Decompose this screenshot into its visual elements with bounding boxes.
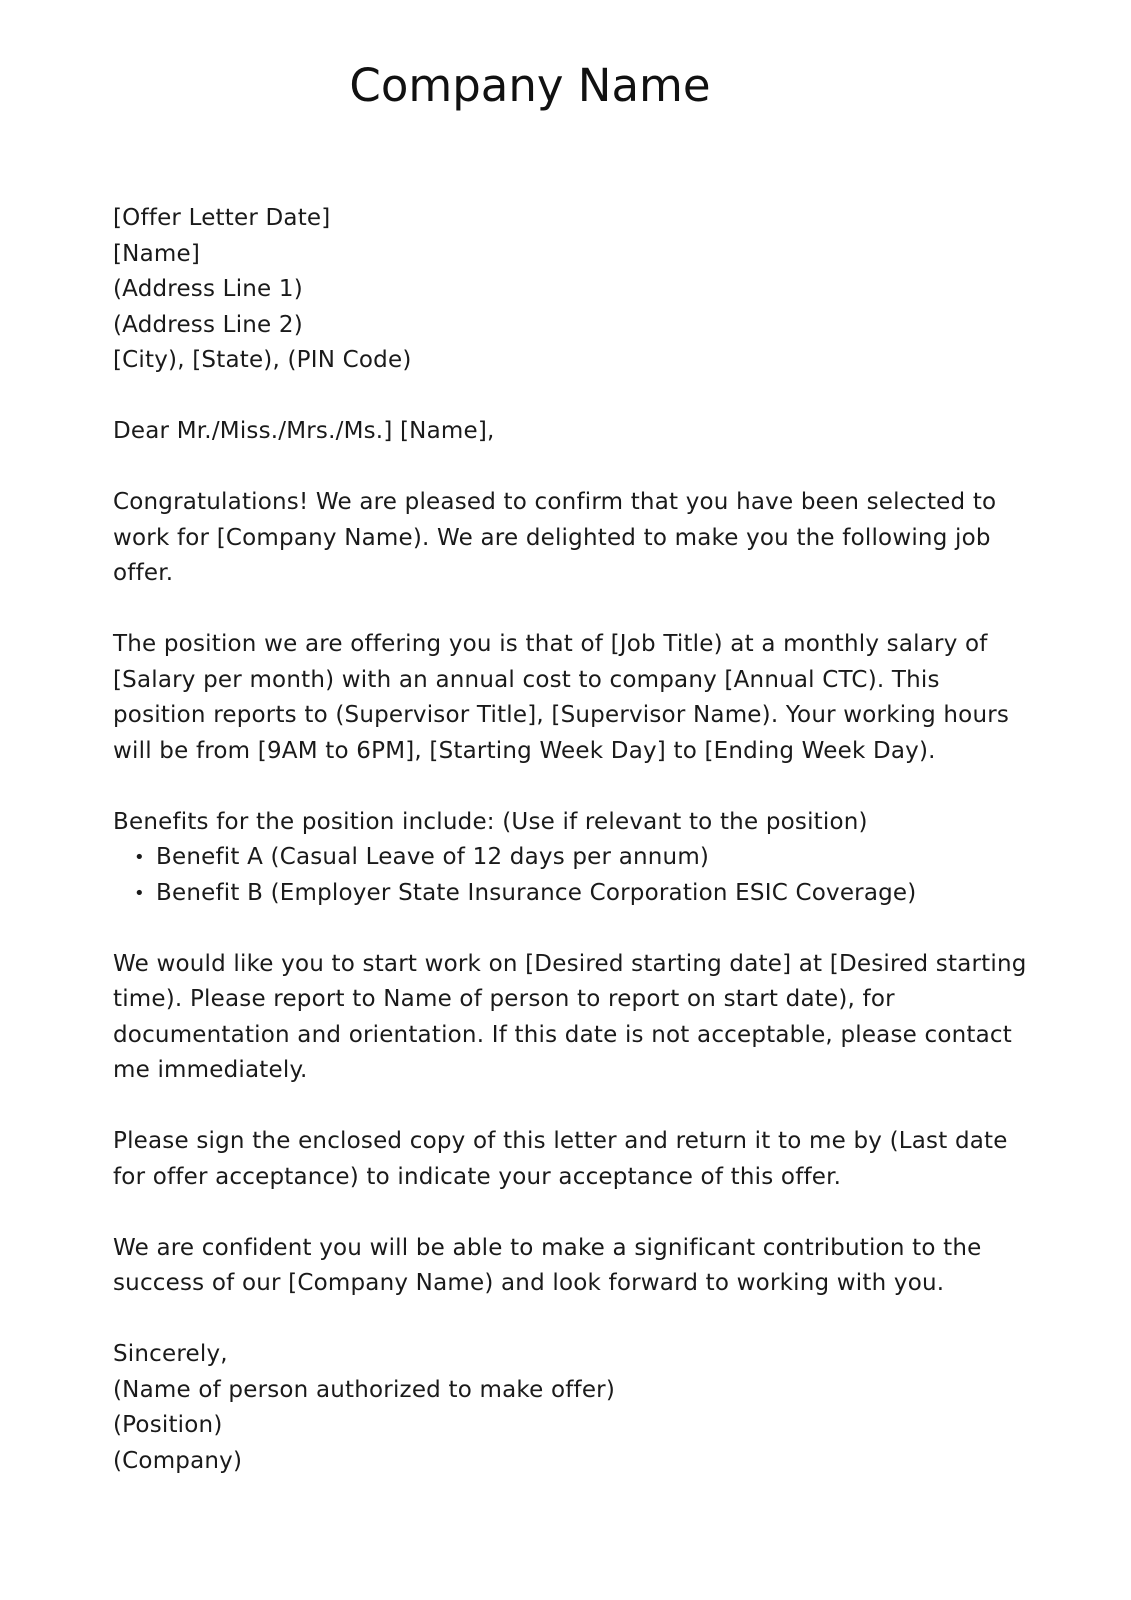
signer-position: (Position) [113, 1412, 223, 1438]
benefits-intro: Benefits for the position include: (Use if relevant to the position) [113, 808, 868, 835]
benefit-item: • Benefit B (Employer State Insurance Corporation ESIC Coverage) [156, 876, 1033, 912]
address-line-1: (Address Line 1) [113, 276, 303, 302]
city-state-pin: [City), [State), (PIN Code) [113, 347, 412, 373]
signature-block [113, 1337, 1033, 1479]
salutation: Dear Mr./Miss./Mrs./Ms.] [Name], [113, 418, 495, 444]
start-work-paragraph: We would like you to start work on [Desired starting date] at [Desired starting time). Please report to Name of person to report on start date), for documentation and orientation. If this date is not acceptable, please contact me immediately. [113, 950, 1027, 1083]
sign-off: Sincerely, [113, 1341, 228, 1367]
company-name-title: Company Name [349, 59, 711, 112]
letter-body [113, 201, 1033, 1479]
authorized-person: (Name of person authorized to make offer) [113, 1376, 615, 1403]
recipient-address-block [113, 201, 1033, 379]
closing-paragraph: We are confident you will be able to make a significant contribution to the success of our [Company Name) and look forward to working with you. [113, 1234, 982, 1296]
offer-letter-date: [Offer Letter Date] [113, 205, 331, 231]
position-paragraph: The position we are offering you is that of [Job Title) at a monthly salary of [Salary per month) with an annual cost to company [Annual CTC). This position reports to (Supervisor Title], [Supervisor Name). Your working hours will be from [9AM to 6PM], [Starting Week Day] to [Ending Week Day). [113, 631, 1010, 764]
benefit-item: • Benefit A (Casual Leave of 12 days per annum) [156, 840, 1033, 876]
sign-return-paragraph: Please sign the enclosed copy of this letter and return it to me by (Last date for offer acceptance) to indicate your acceptance of this offer. [113, 1128, 1008, 1190]
benefits-list [113, 840, 1033, 911]
congratulations-paragraph: Congratulations! We are pleased to confirm that you have been selected to work for [Company Name). We are delighted to make you the following job offer. [113, 489, 997, 586]
signer-company: (Company) [113, 1447, 243, 1474]
address-line-2: (Address Line 2) [113, 311, 303, 338]
recipient-name: [Name] [113, 240, 201, 267]
